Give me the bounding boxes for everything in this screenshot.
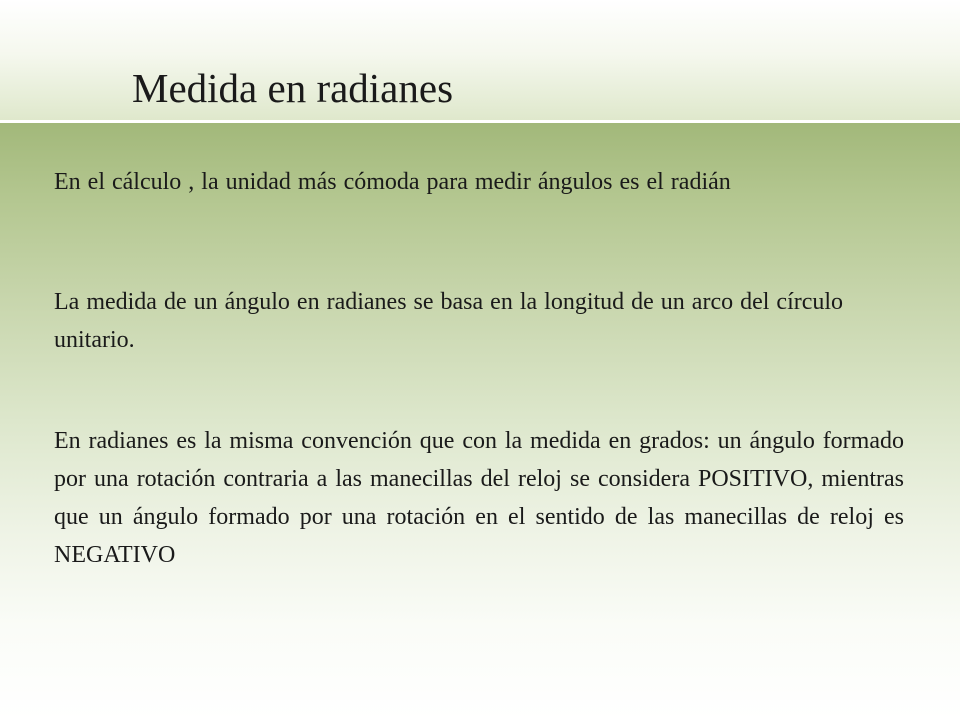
paragraph-sign-convention: En radianes es la misma convención que con la medida en grados: un ángulo formado por una rotación contraria a las manecillas del reloj se considera POSITIVO, mientras que un ángulo formado por una rotación en el sentido de las manecillas de reloj es NEGATIVO — [54, 428, 904, 568]
paragraph-unit-circle-arc: La medida de un ángulo en radianes se basa en la longitud de un arco del círculo unitario. — [54, 289, 844, 353]
slide-title: Medida en radianes — [132, 65, 454, 111]
paragraph-radian-definition: En el cálculo , la unidad más cómoda para medir ángulos es el radián — [54, 169, 731, 195]
